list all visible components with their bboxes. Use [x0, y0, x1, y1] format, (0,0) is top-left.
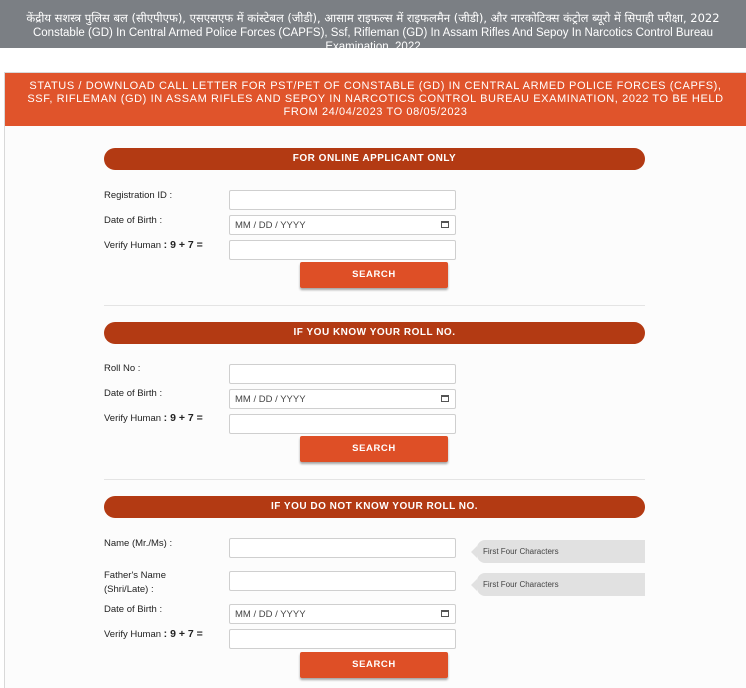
section-divider [104, 479, 645, 480]
search-button[interactable]: SEARCH [300, 652, 448, 678]
section-know-roll-header: IF YOU KNOW YOUR ROLL NO. [104, 322, 645, 344]
dob-label: Date of Birth : [104, 604, 163, 615]
registration-id-label: Registration ID : [104, 190, 173, 201]
section-unknown-roll-header: IF YOU DO NOT KNOW YOUR ROLL NO. [104, 496, 645, 518]
calendar-icon[interactable] [441, 395, 449, 402]
exam-title-banner [0, 0, 746, 53]
dob-input[interactable] [229, 215, 456, 235]
verify-human-text: Verify Human [104, 629, 162, 640]
roll-no-label: Roll No : [104, 363, 141, 374]
calendar-icon[interactable] [441, 610, 449, 617]
father-name-label-line1: Father's Name [104, 570, 167, 581]
search-button[interactable]: SEARCH [300, 436, 448, 462]
father-name-input[interactable] [229, 571, 456, 591]
dob-placeholder: MM / DD / YYYY [235, 394, 306, 405]
dob-placeholder: MM / DD / YYYY [235, 609, 306, 620]
captcha-input[interactable] [229, 414, 456, 434]
roll-no-input[interactable] [229, 364, 456, 384]
father-name-hint-tooltip: First Four Characters [477, 573, 645, 596]
captcha-question: : 9 + 7 = [163, 239, 203, 251]
exam-title-hindi: केंद्रीय सशस्त्र पुलिस बल (सीएपीएफ), एसएसएफ में कांस्टेबल (जीडी), आसाम राइफल्स में राइफलमैन (जीडी), और नारकोटिक्स कंट्रोल ब्यूरो में सिपाही परीक्षा, 2022 [26, 11, 720, 25]
section-divider [104, 305, 645, 306]
verify-human-label [104, 239, 203, 252]
dob-label: Date of Birth : [104, 215, 163, 226]
registration-id-input[interactable] [229, 190, 456, 210]
section-online-applicant-header: FOR ONLINE APPLICANT ONLY [104, 148, 645, 170]
captcha-input[interactable] [229, 629, 456, 649]
name-hint-tooltip: First Four Characters [477, 540, 645, 563]
name-label: Name (Mr./Ms) : [104, 538, 173, 549]
exam-title-english: Constable (GD) In Central Armed Police Forces (CAPFS), Ssf, Rifleman (GD) In Assam Rifles And Sepoy In Narcotics Control Bureau Examination, 2022 [32, 27, 714, 53]
verify-human-text: Verify Human [104, 413, 162, 424]
name-input[interactable] [229, 538, 456, 558]
captcha-input[interactable] [229, 240, 456, 260]
captcha-question: : 9 + 7 = [163, 412, 203, 424]
dob-input[interactable] [229, 389, 456, 409]
captcha-question: : 9 + 7 = [163, 628, 203, 640]
dob-label: Date of Birth : [104, 388, 163, 399]
calendar-icon[interactable] [441, 221, 449, 228]
search-button[interactable]: SEARCH [300, 262, 448, 288]
panel-heading-text: STATUS / DOWNLOAD CALL LETTER FOR PST/PET OF CONSTABLE (GD) IN CENTRAL ARMED POLICE FORCES (CAPFS), SSF, RIFLEMAN (GD) IN ASSAM RIFLES AND SEPOY IN NARCOTICS CONTROL BUREAU EXAMINATION, 2022 TO BE HELD FROM 24/04/2023 TO 08/05/2023 [27, 80, 724, 118]
dob-placeholder: MM / DD / YYYY [235, 220, 306, 231]
verify-human-label [104, 412, 203, 425]
verify-human-label [104, 628, 203, 641]
verify-human-text: Verify Human [104, 240, 162, 251]
father-name-label [104, 569, 166, 596]
father-name-label-line2: (Shri/Late) : [104, 584, 154, 595]
panel-heading [5, 73, 746, 126]
dob-input[interactable] [229, 604, 456, 624]
